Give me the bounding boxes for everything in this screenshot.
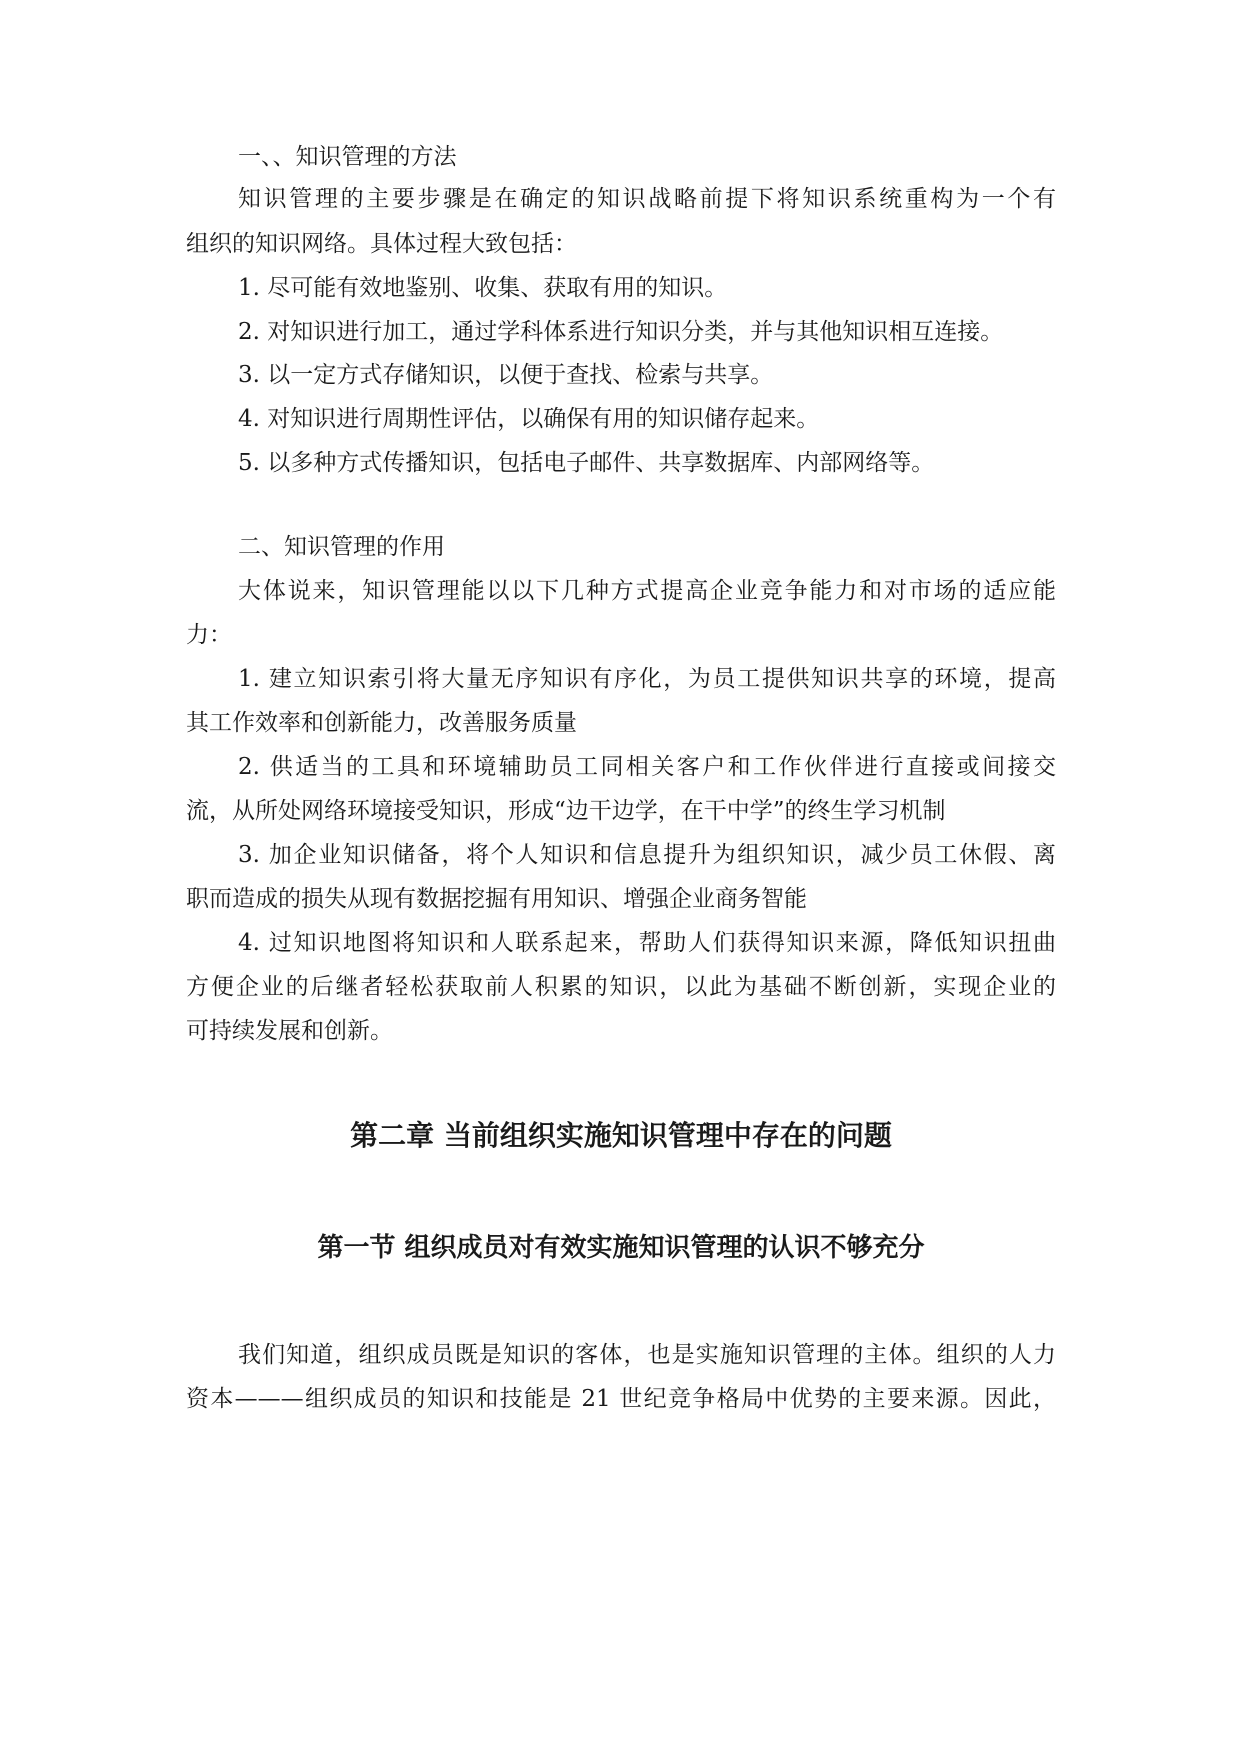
closing-line-1: 我们知道，组织成员既是知识的客体，也是实施知识管理的主体。组织的人力 bbox=[238, 1342, 1056, 1368]
section1-item-1: 1. 尽可能有效地鉴别、收集、获取有用的知识。 bbox=[238, 275, 728, 301]
section1-title: 一、、知识管理的方法 bbox=[238, 144, 457, 170]
section-title: 第一节 组织成员对有效实施知识管理的认识不够充分 bbox=[317, 1233, 925, 1263]
section1-item-2: 2. 对知识进行加工，通过学科体系进行知识分类，并与其他知识相互连接。 bbox=[238, 319, 1004, 345]
section2-title: 二、知识管理的作用 bbox=[238, 534, 445, 560]
section2-intro-line-2: 力： bbox=[186, 622, 232, 648]
section2-item-4-line-2: 方便企业的后继者轻松获取前人积累的知识，以此为基础不断创新，实现企业的 bbox=[186, 974, 1056, 1000]
section2-item-3-line-1: 3. 加企业知识储备，将个人知识和信息提升为组织知识，减少员工休假、离 bbox=[238, 842, 1056, 868]
section2-item-4-line-3: 可持续发展和创新。 bbox=[186, 1018, 393, 1044]
closing-line-2: 资本———组织成员的知识和技能是 21 世纪竞争格局中优势的主要来源。因此， bbox=[186, 1386, 1056, 1412]
section2-intro-line-1: 大体说来，知识管理能以以下几种方式提高企业竞争能力和对市场的适应能 bbox=[238, 578, 1056, 604]
section2-item-2-line-2: 流，从所处网络环境接受知识，形成“边干边学，在干中学”的终生学习机制 bbox=[186, 798, 946, 824]
section2-item-4-line-1: 4. 过知识地图将知识和人联系起来，帮助人们获得知识来源，降低知识扭曲 bbox=[238, 930, 1056, 956]
section2-item-2-line-1: 2. 供适当的工具和环境辅助员工同相关客户和工作伙伴进行直接或间接交 bbox=[238, 754, 1056, 780]
section2-item-1-line-1: 1. 建立知识索引将大量无序知识有序化，为员工提供知识共享的环境，提高 bbox=[238, 666, 1056, 692]
section1-item-3: 3. 以一定方式存储知识，以便于查找、检索与共享。 bbox=[238, 362, 774, 388]
section1-item-4: 4. 对知识进行周期性评估，以确保有用的知识储存起来。 bbox=[238, 406, 820, 432]
chapter-title: 第二章 当前组织实施知识管理中存在的问题 bbox=[350, 1119, 892, 1152]
section2-item-3-line-2: 职而造成的损失从现有数据挖掘有用知识、增强企业商务智能 bbox=[186, 886, 807, 912]
section1-intro-line-1: 知识管理的主要步骤是在确定的知识战略前提下将知识系统重构为一个有 bbox=[238, 186, 1056, 212]
section1-item-5: 5. 以多种方式传播知识，包括电子邮件、共享数据库、内部网络等。 bbox=[238, 450, 935, 476]
section1-intro-line-2: 组织的知识网络。具体过程大致包括： bbox=[186, 231, 577, 257]
section2-item-1-line-2: 其工作效率和创新能力，改善服务质量 bbox=[186, 710, 577, 736]
